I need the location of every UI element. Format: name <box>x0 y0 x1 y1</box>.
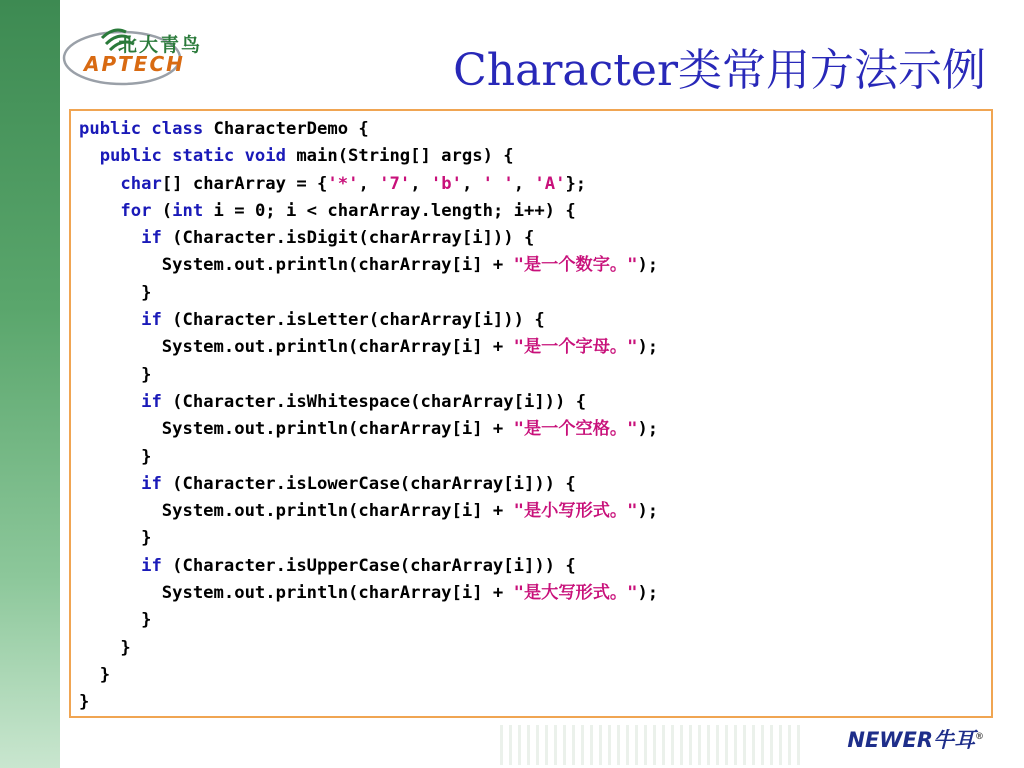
code-keyword: if <box>141 310 162 331</box>
code-line <box>79 553 658 580</box>
code-line <box>79 389 658 416</box>
code-keyword: char <box>120 173 162 194</box>
code-line <box>79 280 658 307</box>
code-line <box>79 580 658 607</box>
code-text: ); <box>637 583 659 604</box>
code-text: } <box>79 528 152 549</box>
code-text: , <box>513 173 535 194</box>
code-text: (Character.isLowerCase(charArray[i])) { <box>161 473 576 494</box>
code-line <box>79 662 658 689</box>
code-text: , <box>410 173 431 194</box>
code-line <box>79 525 658 552</box>
code-line <box>79 689 658 716</box>
code-line <box>79 143 658 170</box>
code-text <box>79 310 141 330</box>
code-text: } <box>79 692 90 713</box>
code-keyword: if <box>141 555 162 576</box>
code-text: ( <box>151 200 173 221</box>
code-text: System.out.println(charArray[i] + <box>79 337 514 358</box>
code-keyword: if <box>141 228 162 249</box>
code-text: } <box>79 664 111 685</box>
code-keyword: public static void <box>99 146 297 167</box>
code-line <box>79 198 658 225</box>
logo-english-text: APTECH <box>84 52 185 76</box>
code-text: } <box>79 446 152 467</box>
code-string: '7' <box>379 173 411 194</box>
code-string: 'b' <box>430 173 462 194</box>
code-line <box>79 307 658 334</box>
code-text: System.out.println(charArray[i] + <box>79 501 514 522</box>
footer-decoration <box>500 725 800 765</box>
newer-logo <box>847 724 984 754</box>
code-keyword: for <box>120 200 152 221</box>
code-text: (Character.isDigit(charArray[i])) { <box>161 228 535 249</box>
code-text: } <box>79 610 152 631</box>
code-text: System.out.println(charArray[i] + <box>79 583 514 604</box>
code-string: "是大写形式。" <box>513 583 638 604</box>
code-text: , <box>358 173 380 194</box>
code-line <box>79 471 658 498</box>
left-decorative-band <box>0 0 60 768</box>
code-text: ); <box>637 501 659 522</box>
code-keyword: if <box>141 473 162 494</box>
code-line <box>79 444 658 471</box>
code-text: } <box>79 637 131 658</box>
code-text: (Character.isWhitespace(charArray[i])) { <box>161 391 587 412</box>
code-text <box>79 392 141 412</box>
code-text <box>79 201 120 221</box>
registered-mark: ® <box>975 732 984 742</box>
code-text <box>79 228 141 248</box>
code-keyword: public class <box>79 119 214 139</box>
code-string: ' ' <box>482 173 514 194</box>
code-text: i = 0; i < charArray.length; i++) { <box>203 200 576 221</box>
code-text: ); <box>637 419 659 440</box>
code-line <box>79 252 658 279</box>
code-text: System.out.println(charArray[i] + <box>79 255 514 276</box>
code-line <box>79 416 658 443</box>
code-keyword: int <box>172 200 204 221</box>
code-text: (Character.isUpperCase(charArray[i])) { <box>161 555 576 576</box>
code-line <box>79 607 658 634</box>
code-line <box>79 498 658 525</box>
code-text: }; <box>565 173 587 194</box>
code-text: ); <box>637 255 659 276</box>
code-string: "是小写形式。" <box>513 501 638 522</box>
code-line <box>79 171 658 198</box>
code-line <box>79 116 658 143</box>
code-line <box>79 362 658 389</box>
code-text: main(String[] args) { <box>296 146 514 167</box>
code-string: "是一个数字。" <box>513 255 638 276</box>
code-text: , <box>461 173 483 194</box>
code-line <box>79 334 658 361</box>
code-text <box>79 474 141 494</box>
logo-chinese-text: 北大青鸟 <box>118 34 203 56</box>
code-text: (Character.isLetter(charArray[i])) { <box>161 310 545 331</box>
code-text: ); <box>637 337 659 358</box>
code-string: "是一个字母。" <box>513 337 638 358</box>
code-text <box>79 146 100 166</box>
code-line <box>79 635 658 662</box>
code-text: } <box>79 282 152 303</box>
code-block <box>79 116 658 717</box>
code-keyword: if <box>141 391 162 412</box>
code-string: "是一个空格。" <box>513 419 638 440</box>
code-text <box>79 556 141 576</box>
code-text: System.out.println(charArray[i] + <box>79 419 514 440</box>
code-line <box>79 225 658 252</box>
code-text: [] charArray = { <box>161 173 328 194</box>
code-text: } <box>79 364 152 385</box>
code-string: '*' <box>327 173 359 194</box>
code-string: 'A' <box>534 173 566 194</box>
slide-title: Character类常用方法示例 <box>453 45 986 96</box>
code-text <box>79 174 120 194</box>
newer-logo-text: NEWER牛耳 <box>847 728 975 752</box>
code-text: CharacterDemo { <box>213 119 369 139</box>
